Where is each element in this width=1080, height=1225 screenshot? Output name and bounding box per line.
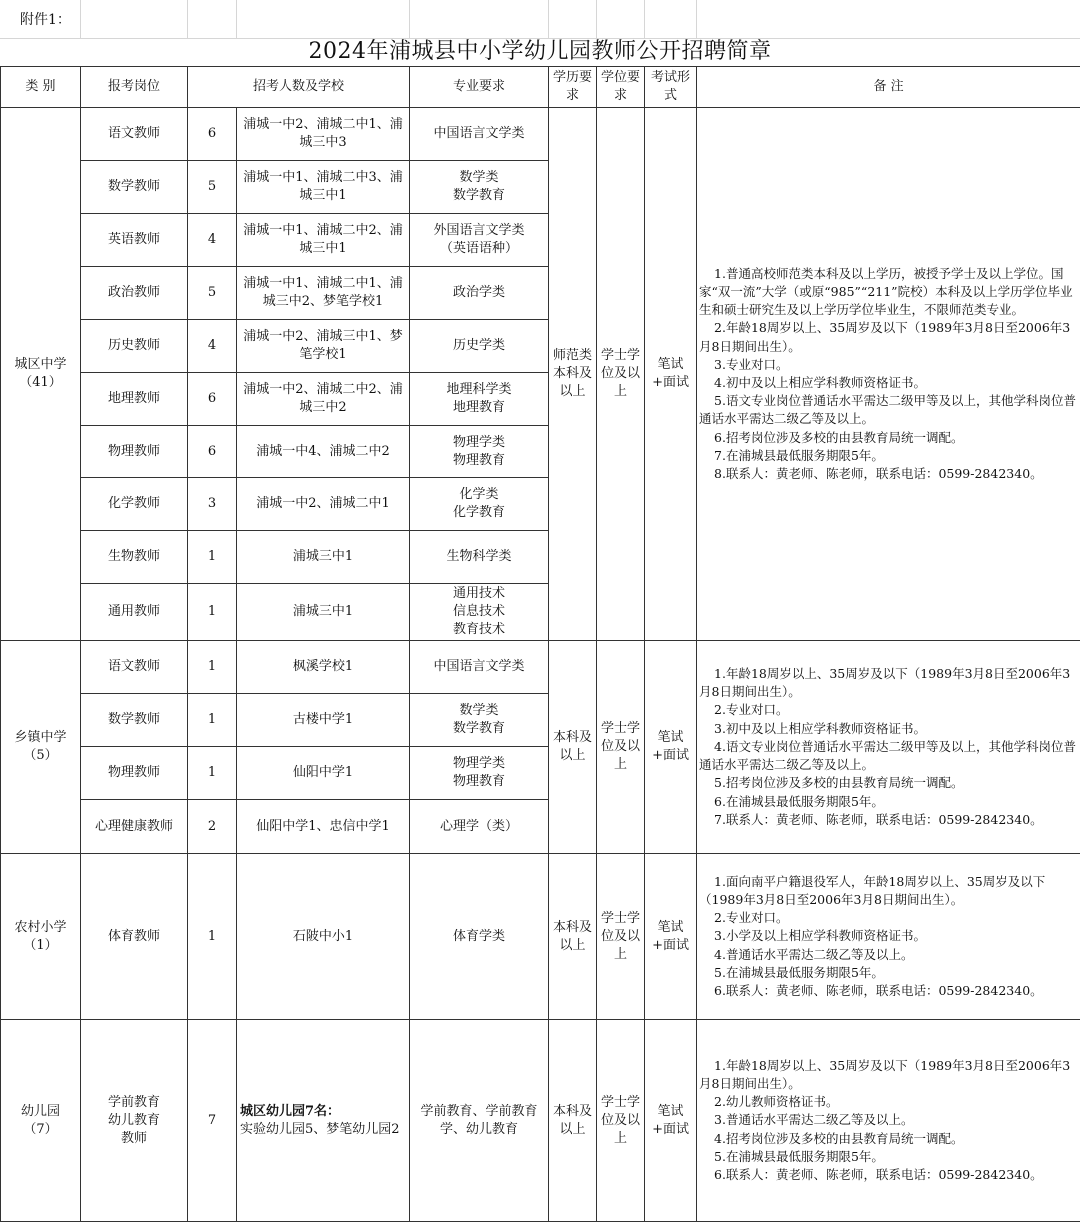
position-cell: 心理健康教师 (81, 800, 188, 854)
school-cell: 石陂中小1 (237, 854, 410, 1020)
count-cell: 4 (188, 320, 237, 373)
remark-item: 3.小学及以上相应学科教师资格证书。 (714, 928, 926, 944)
position-cell: 政治教师 (81, 267, 188, 320)
remark-item: 6.联系人：黄老师、陈老师，联系电话：0599-2842340。 (714, 1167, 1043, 1182)
table-body (1, 108, 1080, 1222)
grid-cell (0, 0, 81, 38)
position-cell: 物理教师 (81, 426, 188, 478)
school-cell: 浦城三中1 (237, 584, 410, 641)
position-cell: 生物教师 (81, 531, 188, 584)
remark-item: 4.初中及以上相应学科教师资格证书。 (714, 375, 926, 390)
remark-cell (697, 108, 1080, 641)
category-name: 城区中学 (14, 357, 67, 372)
major-cell: 生物科学类 (410, 531, 549, 584)
remark-item: 1.年龄18周岁以上、35周岁及以下（1989年3月8日至2006年3月8日期间出生）。 (699, 1057, 1071, 1091)
education-cell: 师范类本科及以上 (549, 108, 597, 641)
header-count-school: 招考人数及学校 (188, 67, 410, 108)
education-cell: 本科及以上 (549, 641, 597, 854)
major-cell: 政治学类 (410, 267, 549, 320)
school-list: 实验幼儿园5、梦笔幼儿园2 (240, 1121, 400, 1137)
grid-cell (409, 0, 549, 38)
position-cell: 语文教师 (81, 641, 188, 694)
exam-cell: 笔试+面试 (645, 641, 697, 854)
degree-cell: 学士学位及以上 (597, 108, 645, 641)
table-row (1, 1020, 1080, 1222)
school-cell: 浦城一中1、浦城二中1、浦城三中2、梦笔学校1 (237, 267, 410, 320)
remark-item: 2.幼儿教师资格证书。 (714, 1094, 839, 1110)
position-cell: 语文教师 (81, 108, 188, 161)
major-cell: 化学类 化学教育 (410, 478, 549, 531)
remark-cell (697, 854, 1080, 1020)
major-cell: 物理学类 物理教育 (410, 747, 549, 800)
count-cell: 4 (188, 214, 237, 267)
table-row (1, 641, 1080, 694)
school-cell: 浦城一中2、浦城二中1、浦城三中3 (237, 108, 410, 161)
school-cell (237, 1020, 410, 1222)
exam-cell: 笔试+面试 (645, 1020, 697, 1222)
school-cell: 浦城一中4、浦城二中2 (237, 426, 410, 478)
count-cell: 6 (188, 108, 237, 161)
school-cell: 仙阳中学1、忠信中学1 (237, 800, 410, 854)
remark-item: 1.普通高校师范类本科及以上学历，被授予学士及以上学位。国家“双一流”大学（或原“985”“211”院校）本科及以上学历学位毕业生和硕士研究生及以上学历学位毕业生，不限师范类专业。 (699, 265, 1073, 318)
remark-cell (697, 641, 1080, 854)
position-cell: 化学教师 (81, 478, 188, 531)
school-cell: 古楼中学1 (237, 694, 410, 747)
grid-cell (236, 0, 410, 38)
major-cell: 地理科学类 地理教育 (410, 373, 549, 426)
major-cell: 体育学类 (410, 854, 549, 1020)
category-cell (1, 641, 81, 854)
major-cell: 心理学（类） (410, 800, 549, 854)
remark-item: 3.普通话水平需达二级乙等及以上。 (714, 1112, 914, 1128)
remark-item: 2.专业对口。 (714, 702, 789, 718)
category-count: （5） (23, 748, 58, 763)
major-cell: 数学类 数学教育 (410, 161, 549, 214)
school-cell: 浦城一中1、浦城二中2、浦城三中1 (237, 214, 410, 267)
count-cell: 3 (188, 478, 237, 531)
exam-cell: 笔试+面试 (645, 108, 697, 641)
category-count: （7） (23, 1121, 58, 1137)
header-degree: 学位要求 (597, 67, 645, 108)
major-cell: 中国语言文学类 (410, 641, 549, 694)
school-cell: 枫溪学校1 (237, 641, 410, 694)
header-position: 报考岗位 (81, 67, 188, 108)
position-cell: 物理教师 (81, 747, 188, 800)
count-cell: 1 (188, 531, 237, 584)
position-cell: 地理教师 (81, 373, 188, 426)
major-cell: 中国语言文学类 (410, 108, 549, 161)
remark-item: 8.联系人：黄老师、陈老师，联系电话：0599-2842340。 (714, 466, 1043, 482)
header-row (1, 67, 1080, 108)
grid-cell (596, 0, 645, 38)
category-count: （1） (23, 937, 58, 953)
page-title: 2024年浦城县中小学幼儿园教师公开招聘简章 (308, 39, 772, 64)
remark-item: 2.年龄18周岁以上、35周岁及以下（1989年3月8日至2006年3月8日期间出生）。 (699, 320, 1071, 354)
count-cell: 6 (188, 373, 237, 426)
education-cell: 本科及以上 (549, 1020, 597, 1222)
position-cell: 数学教师 (81, 694, 188, 747)
category-name: 农村小学 (14, 919, 67, 935)
major-cell: 物理学类 物理教育 (410, 426, 549, 478)
position-cell: 通用教师 (81, 584, 188, 641)
count-cell: 1 (188, 694, 237, 747)
degree-cell: 学士学位及以上 (597, 854, 645, 1020)
table-row (1, 854, 1080, 1020)
remark-item: 7.联系人：黄老师、陈老师，联系电话：0599-2842340。 (714, 811, 1043, 827)
count-cell: 5 (188, 161, 237, 214)
education-cell: 本科及以上 (549, 854, 597, 1020)
position-cell: 英语教师 (81, 214, 188, 267)
count-cell: 7 (188, 1020, 237, 1222)
category-name: 幼儿园 (20, 1103, 60, 1119)
recruitment-table (0, 66, 1080, 1222)
major-cell: 外国语言文学类 （英语语种） (410, 214, 549, 267)
category-cell (1, 854, 81, 1020)
count-cell: 2 (188, 800, 237, 854)
count-cell: 5 (188, 267, 237, 320)
remark-item: 6.联系人：黄老师、陈老师，联系电话：0599-2842340。 (714, 983, 1043, 998)
major-cell: 数学类 数学教育 (410, 694, 549, 747)
school-cell: 浦城一中2、浦城三中1、梦笔学校1 (237, 320, 410, 373)
grid-cell (548, 0, 597, 38)
count-cell: 1 (188, 584, 237, 641)
header-exam: 考试形式 (645, 67, 697, 108)
school-cell: 浦城一中2、浦城二中1 (237, 478, 410, 531)
remark-item: 7.在浦城县最低服务期限5年。 (714, 447, 884, 463)
degree-cell: 学士学位及以上 (597, 1020, 645, 1222)
remark-item: 1.面向南平户籍退役军人，年龄18周岁以上、35周岁及以下（1989年3月8日至2006年3月8日期间出生）。 (699, 873, 1046, 907)
grid-cell (644, 0, 697, 38)
position-cell: 体育教师 (81, 854, 188, 1020)
remark-item: 3.专业对口。 (714, 356, 789, 372)
annex-label: 附件1： (20, 12, 71, 28)
major-cell: 学前教育、学前教育学、幼儿教育 (410, 1020, 549, 1222)
header-education: 学历要求 (549, 67, 597, 108)
remark-item: 6.招考岗位涉及多校的由县教育局统一调配。 (714, 429, 964, 445)
header-major: 专业要求 (410, 67, 549, 108)
position-cell: 历史教师 (81, 320, 188, 373)
school-title: 城区幼儿园7名： (240, 1103, 341, 1119)
school-cell: 浦城一中1、浦城二中3、浦城三中1 (237, 161, 410, 214)
remark-item: 1.年龄18周岁以上、35周岁及以下（1989年3月8日至2006年3月8日期间出生）。 (699, 666, 1071, 700)
major-cell: 通用技术 信息技术 教育技术 (410, 584, 549, 641)
school-cell: 仙阳中学1 (237, 747, 410, 800)
remark-item: 6.在浦城县最低服务期限5年。 (714, 793, 884, 809)
category-name: 乡镇中学 (14, 730, 67, 745)
remark-item: 3.初中及以上相应学科教师资格证书。 (714, 720, 926, 736)
header-category: 类 别 (1, 67, 81, 108)
major-cell: 历史学类 (410, 320, 549, 373)
remark-cell (697, 1020, 1080, 1222)
category-cell (1, 108, 81, 641)
degree-cell: 学士学位及以上 (597, 641, 645, 854)
remark-item: 2.专业对口。 (714, 910, 789, 926)
remark-item: 4.招考岗位涉及多校的由县教育局统一调配。 (714, 1130, 964, 1146)
remark-item: 5.语文专业岗位普通话水平需达二级甲等及以上，其他学科岗位普通话水平需达二级乙等及以上。 (699, 393, 1076, 427)
table-row (1, 108, 1080, 161)
remark-item: 5.招考岗位涉及多校的由县教育局统一调配。 (714, 775, 964, 791)
count-cell: 6 (188, 426, 237, 478)
remark-item: 4.普通话水平需达二级乙等及以上。 (714, 946, 914, 962)
count-cell: 1 (188, 747, 237, 800)
count-cell: 1 (188, 854, 237, 1020)
grid-cell (80, 0, 188, 38)
school-cell: 浦城三中1 (237, 531, 410, 584)
remark-item: 5.在浦城县最低服务期限5年。 (714, 1148, 884, 1164)
category-cell (1, 1020, 81, 1222)
exam-cell: 笔试+面试 (645, 854, 697, 1020)
remark-item: 5.在浦城县最低服务期限5年。 (714, 964, 884, 980)
grid-cell (187, 0, 237, 38)
position-cell: 数学教师 (81, 161, 188, 214)
annex-row (0, 0, 1080, 39)
count-cell: 1 (188, 641, 237, 694)
category-count: （41） (19, 375, 62, 390)
remark-item: 4.语文专业岗位普通话水平需达二级甲等及以上，其他学科岗位普通话水平需达二级乙等及以上。 (699, 738, 1076, 773)
header-remark: 备 注 (697, 67, 1080, 108)
position-cell: 学前教育 幼儿教育 教师 (81, 1020, 188, 1222)
school-cell: 浦城一中2、浦城二中2、浦城三中2 (237, 373, 410, 426)
